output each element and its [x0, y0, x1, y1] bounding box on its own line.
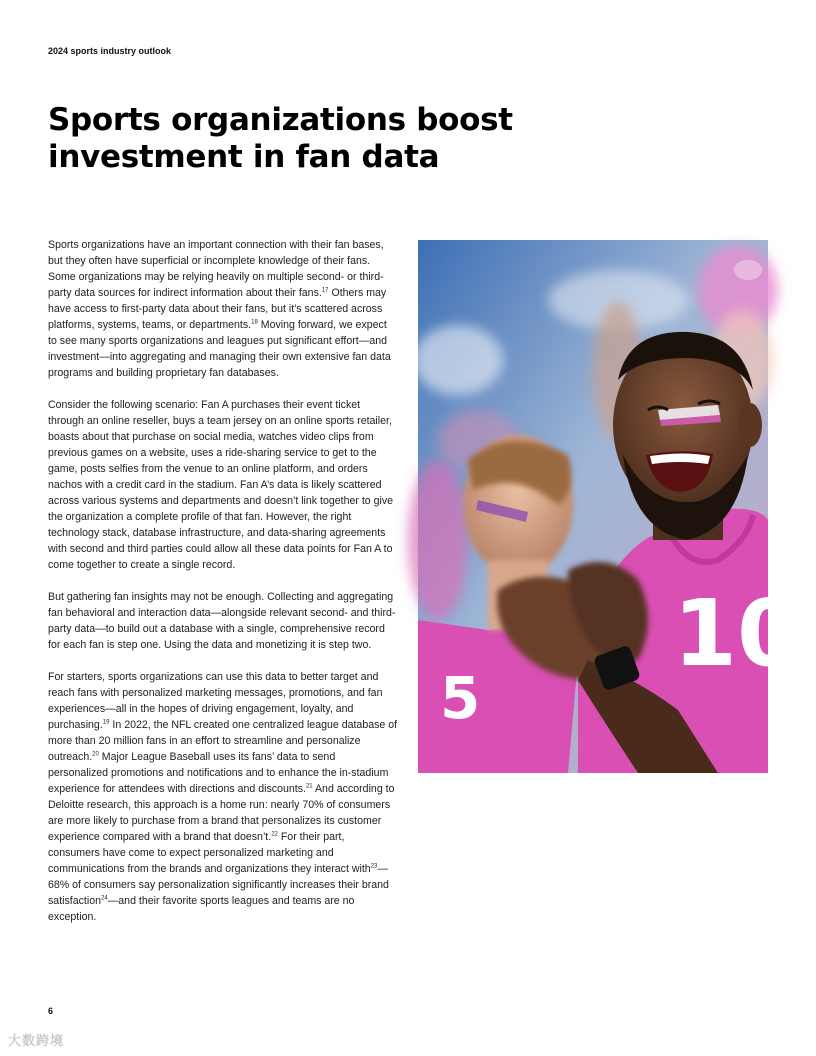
footnote-ref[interactable]: 23	[370, 863, 378, 870]
paragraph: But gathering fan insights may not be enough. Collecting and aggregating fan behavioral and interaction data—alongside relevant second- and third-party data—to build out a database with a single, comprehensive record for each fan is step one. Using the data and monetizing it is step two.	[48, 591, 396, 651]
footnote-ref[interactable]: 22	[271, 831, 278, 838]
footnote-ref[interactable]: 21	[305, 783, 313, 790]
paragraph: Sports organizations have an important connection with their fan bases, but they often have superficial or incomplete knowledge of their fans. Some organizations may be relying heavily on multiple second- or third-party data sources for indirect information about their fans.$^{17}$ Others may have access to first-party data about their fans, but it’s scattered across platforms, systems, teams, or departments.$^{18}$ Moving forward, we expect to see many sports organizations and leagues put significant effort—and investment—into aggregating and managing their own extensive fan data programs and building proprietary fan databases.	[48, 239, 391, 379]
paragraph: Consider the following scenario: Fan A purchases their event ticket through an online reseller, buys a team jersey on an online sports retailer, boasts about that purchase on social media, watches video clips from previous games on a website, uses a ride-sharing service to get to the game, posts selfies from the venue to an online platform, and orders nachos with a credit card in the stadium. Fan A’s data is likely scattered across various systems and departments and doesn’t link together to give the organization a complete profile of that fan. However, the right technology stack, database infrastructure, and data-sharing agreements with second and third parties could allow all these data points for Fan A to come together to create a single record.	[48, 399, 394, 571]
footnote-ref[interactable]: 20	[92, 751, 99, 758]
page-title: Sports organizations boost investment in fan data	[48, 102, 513, 175]
watermark-logo: 大数跨境	[8, 1033, 65, 1048]
footnote-ref[interactable]: 17	[321, 287, 329, 294]
page-number: 6	[48, 1006, 54, 1016]
paragraph: For starters, sports organizations can use this data to better target and reach fans with personalized marketing messages, promotions, and fan experiences—all in the hopes of driving engagement, loyalty, and purchasing.$^{19}$ In 2022, the NFL created one centralized league database of more than 20 million fans in an effort to streamline and personalize outreach.$^{20}$ Major League Baseball uses its fans’ data to send personalized promotions and notifications and to enhance the in-stadium experience for attendees with directions and discounts.$^{21}$ And according to Deloitte research, this approach is a home run: nearly 70% of consumers are more likely to purchase from a brand that personalizes its customer experience compared with a brand that doesn’t.$^{22}$ For their part, consumers have come to expect personalized marketing and communications from the brands and organizations they interact with$^{23}$—68% of consumers say personalization significantly increases their brand satisfaction$^{24}$—and their favorite sports leagues and teams are no exception.	[48, 671, 398, 923]
document-header-label: 2024 sports industry outlook	[48, 46, 172, 56]
footnote-ref[interactable]: 18	[251, 319, 258, 326]
footnote-ref[interactable]: 24	[101, 895, 108, 902]
main-jersey-number: 10	[673, 580, 802, 687]
article-body	[48, 237, 398, 941]
side-jersey-number: 5	[440, 664, 481, 732]
fans-cheering-photo	[418, 240, 802, 773]
footnote-ref[interactable]: 19	[102, 719, 110, 726]
